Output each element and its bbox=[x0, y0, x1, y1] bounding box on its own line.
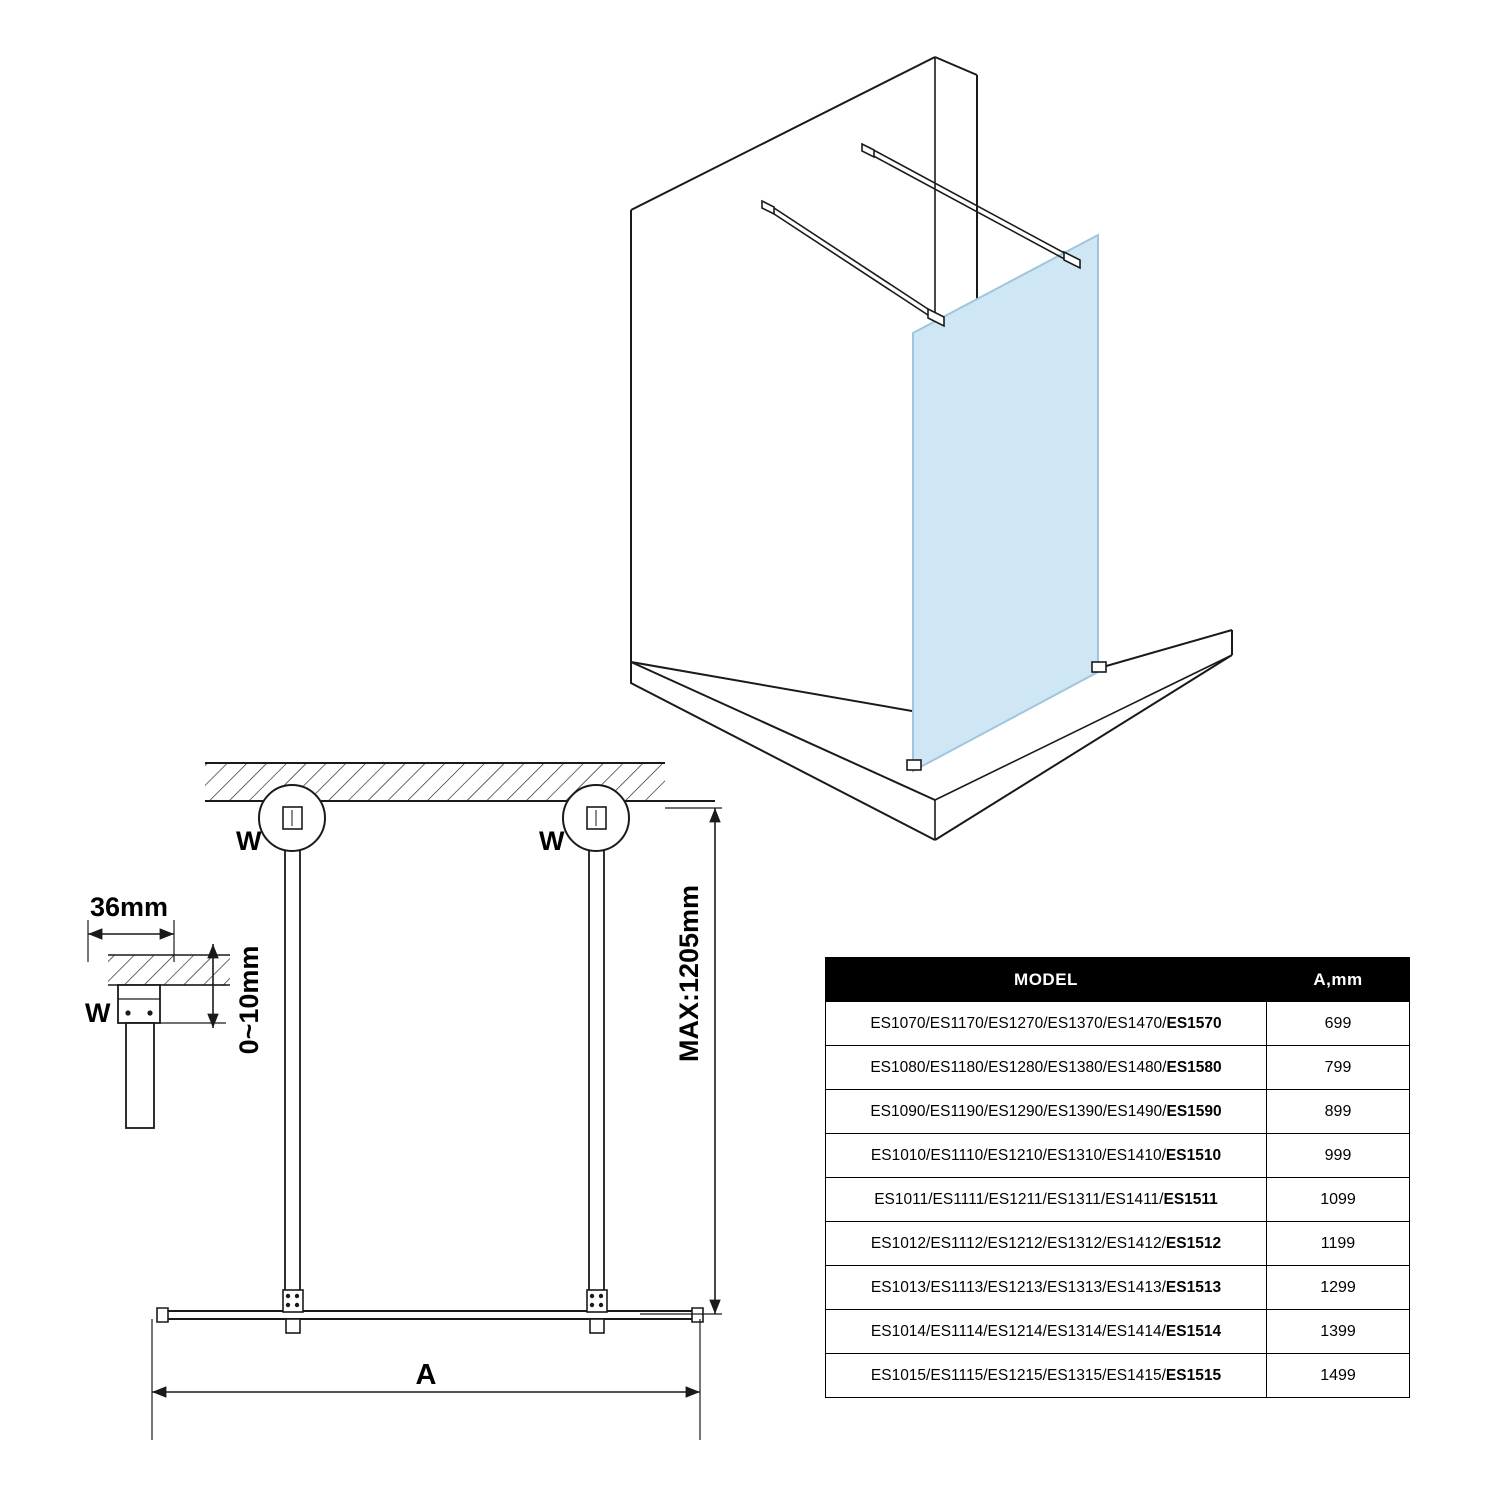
label-depth-36mm: 36mm bbox=[90, 892, 169, 922]
model-highlight: ES1590 bbox=[1166, 1102, 1222, 1120]
model-prefix: ES1012/ES1112/ES1212/ES1312/ES1412/ bbox=[870, 1234, 1166, 1252]
model-prefix: ES1013/ES1113/ES1213/ES1313/ES1413/ bbox=[870, 1278, 1166, 1296]
cell-model bbox=[826, 1266, 1267, 1310]
table-row bbox=[826, 1178, 1410, 1222]
column-header-a: A,mm bbox=[1267, 958, 1410, 1002]
model-prefix: ES1011/ES1111/ES1211/ES1311/ES1411/ bbox=[874, 1190, 1164, 1208]
model-highlight: ES1510 bbox=[1165, 1146, 1222, 1164]
table-row bbox=[826, 1310, 1410, 1354]
model-prefix: ES1080/ES1180/ES1280/ES1380/ES1480/ bbox=[870, 1058, 1167, 1076]
table-row bbox=[826, 1090, 1410, 1134]
cell-a-mm: 699 bbox=[1267, 1002, 1410, 1046]
label-w-right: W bbox=[539, 826, 565, 856]
cell-a-mm: 1099 bbox=[1267, 1178, 1410, 1222]
table-row bbox=[826, 1222, 1410, 1266]
model-highlight: ES1512 bbox=[1165, 1234, 1222, 1252]
table-row bbox=[826, 1354, 1410, 1398]
column-header-model: MODEL bbox=[826, 958, 1267, 1002]
front-elevation bbox=[152, 763, 722, 1440]
model-highlight: ES1580 bbox=[1166, 1058, 1222, 1076]
model-highlight: ES1511 bbox=[1163, 1190, 1218, 1208]
label-gap-0-10mm: 0~10mm bbox=[234, 945, 264, 1055]
table-row bbox=[826, 1046, 1410, 1090]
table-row bbox=[826, 1134, 1410, 1178]
cell-a-mm: 1199 bbox=[1267, 1222, 1410, 1266]
cell-a-mm: 899 bbox=[1267, 1090, 1410, 1134]
cell-model bbox=[826, 1134, 1267, 1178]
cell-model bbox=[826, 1354, 1267, 1398]
table-header-row bbox=[826, 958, 1410, 1002]
cell-a-mm: 1499 bbox=[1267, 1354, 1410, 1398]
model-spec-table bbox=[825, 957, 1410, 1398]
cell-a-mm: 799 bbox=[1267, 1046, 1410, 1090]
label-width-a: A bbox=[415, 1359, 437, 1391]
label-max-height: MAX:1205mm bbox=[674, 884, 704, 1062]
bottom-connector-right bbox=[587, 1290, 607, 1333]
bottom-connector-left bbox=[283, 1290, 303, 1333]
label-w-left: W bbox=[236, 826, 262, 856]
model-highlight: ES1514 bbox=[1165, 1322, 1222, 1340]
model-prefix: ES1090/ES1190/ES1290/ES1390/ES1490/ bbox=[870, 1102, 1167, 1120]
model-highlight: ES1515 bbox=[1165, 1366, 1222, 1384]
model-prefix: ES1014/ES1114/ES1214/ES1314/ES1414/ bbox=[870, 1322, 1166, 1340]
cell-model bbox=[826, 1178, 1267, 1222]
cell-model bbox=[826, 1090, 1267, 1134]
model-prefix: ES1015/ES1115/ES1215/ES1315/ES1415/ bbox=[870, 1366, 1166, 1384]
model-prefix: ES1010/ES1110/ES1210/ES1310/ES1410/ bbox=[870, 1146, 1166, 1164]
cell-a-mm: 1399 bbox=[1267, 1310, 1410, 1354]
table-row bbox=[826, 1266, 1410, 1310]
perspective-view bbox=[631, 57, 1232, 840]
model-highlight: ES1513 bbox=[1165, 1278, 1222, 1296]
cell-model bbox=[826, 1310, 1267, 1354]
model-highlight: ES1570 bbox=[1166, 1014, 1222, 1032]
cell-a-mm: 999 bbox=[1267, 1134, 1410, 1178]
cell-a-mm: 1299 bbox=[1267, 1266, 1410, 1310]
cell-model bbox=[826, 1046, 1267, 1090]
cell-model bbox=[826, 1002, 1267, 1046]
cell-model bbox=[826, 1222, 1267, 1266]
label-w-detail: W bbox=[85, 998, 111, 1028]
model-prefix: ES1070/ES1170/ES1270/ES1370/ES1470/ bbox=[870, 1014, 1167, 1032]
table-row bbox=[826, 1002, 1410, 1046]
